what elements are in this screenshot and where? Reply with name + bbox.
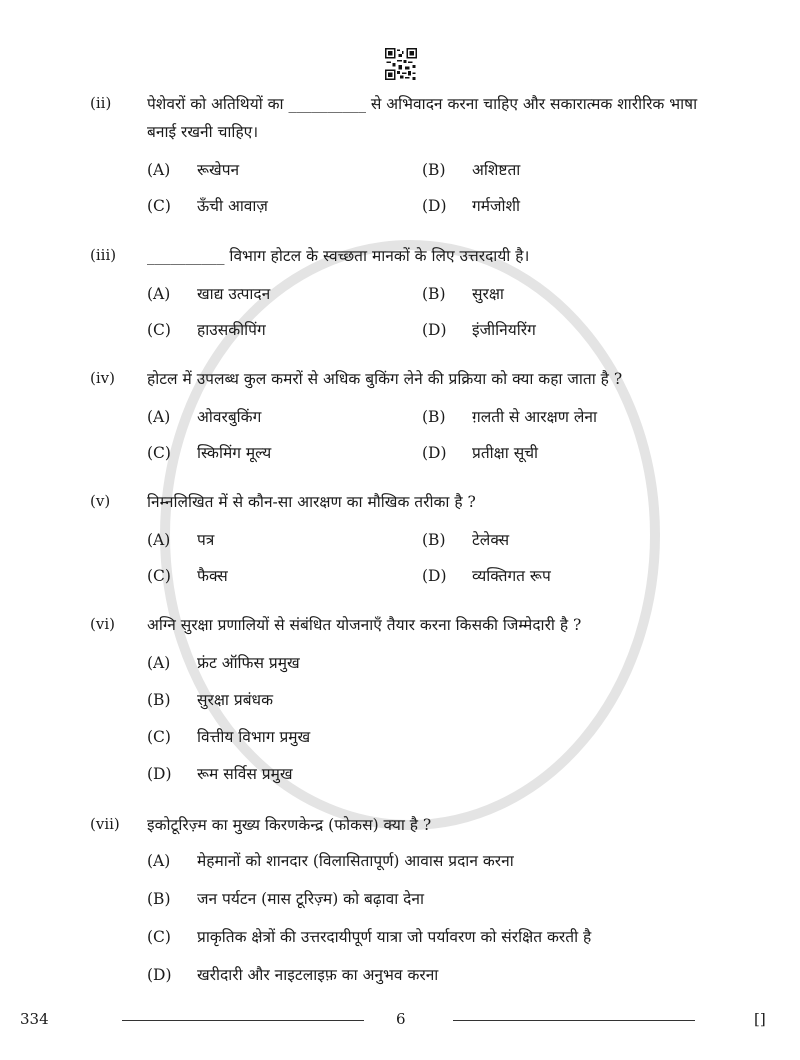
option-a: (A) ओवरबुकिंग <box>147 408 262 426</box>
footer-box: [] <box>754 1010 766 1028</box>
option-d: (D) व्यक्तिगत रूप <box>422 567 551 585</box>
question-text: पेशेवरों को अतिथियों का __________ से अभिवादन करना चाहिए और सकारात्मक शारीरिक भाषा बनाई रखनी चाहिए। <box>147 95 698 141</box>
question-text: होटल में उपलब्ध कुल कमरों से अधिक बुकिंग लेने की प्रक्रिया को क्या कहा जाता है ? <box>147 370 623 388</box>
option-c: (C) हाउसकीपिंग <box>147 321 266 339</box>
footer-rule-left <box>122 1020 364 1021</box>
option-d: (D) रूम सर्विस प्रमुख <box>147 765 293 783</box>
footer-rule-right <box>453 1020 695 1021</box>
question-number: (v) <box>90 492 111 510</box>
paper-code: 334 <box>20 1010 49 1028</box>
question-text: अग्नि सुरक्षा प्रणालियों से संबंधित योजनाएँ तैयार करना किसकी जिम्मेदारी है ? <box>147 616 582 634</box>
option-a: (A) खाद्य उत्पादन <box>147 285 271 303</box>
question-number: (iii) <box>90 246 117 264</box>
option-b: (B) अशिष्टता <box>422 161 521 179</box>
question-number: (vii) <box>90 815 120 833</box>
question-text: इकोटूरिज़्म का मुख्य किरणकेन्द्र (फोकस) क्या है ? <box>147 816 432 834</box>
option-c: (C) स्किमिंग मूल्य <box>147 444 272 462</box>
option-d: (D) खरीदारी और नाइटलाइफ़ का अनुभव करना <box>147 966 439 984</box>
option-a: (A) रूखेपन <box>147 161 240 179</box>
option-d: (D) प्रतीक्षा सूची <box>422 444 539 462</box>
option-c: (C) प्राकृतिक क्षेत्रों की उत्तरदायीपूर्ण यात्रा जो पर्यावरण को संरक्षित करती है <box>147 928 592 946</box>
question-number: (iv) <box>90 369 115 387</box>
question-number: (vi) <box>90 615 115 633</box>
question-number: (ii) <box>90 94 112 112</box>
option-a: (A) फ्रंट ऑफिस प्रमुख <box>147 654 300 672</box>
page-number: 6 <box>396 1010 406 1028</box>
option-b: (B) ग़लती से आरक्षण लेना <box>422 408 597 426</box>
option-a: (A) मेहमानों को शानदार (विलासितापूर्ण) आवास प्रदान करना <box>147 852 514 870</box>
option-c: (C) फैक्स <box>147 567 228 585</box>
option-b: (B) सुरक्षा प्रबंधक <box>147 691 273 709</box>
question-text: __________ विभाग होटल के स्वच्छता मानकों के लिए उत्तरदायी है। <box>147 247 530 265</box>
option-c: (C) ऊँची आवाज़ <box>147 197 268 215</box>
page-footer <box>0 1010 800 1034</box>
option-d: (D) गर्मजोशी <box>422 197 521 215</box>
option-b: (B) सुरक्षा <box>422 285 504 303</box>
question-text: निम्नलिखित में से कौन-सा आरक्षण का मौखिक तरीका है ? <box>147 493 476 511</box>
option-d: (D) इंजीनियरिंग <box>422 321 536 339</box>
option-b: (B) जन पर्यटन (मास टूरिज़्म) को बढ़ावा देना <box>147 890 425 908</box>
qr-code-icon <box>385 48 417 80</box>
option-a: (A) पत्र <box>147 531 215 549</box>
option-b: (B) टेलेक्स <box>422 531 510 549</box>
option-c: (C) वित्तीय विभाग प्रमुख <box>147 728 311 746</box>
